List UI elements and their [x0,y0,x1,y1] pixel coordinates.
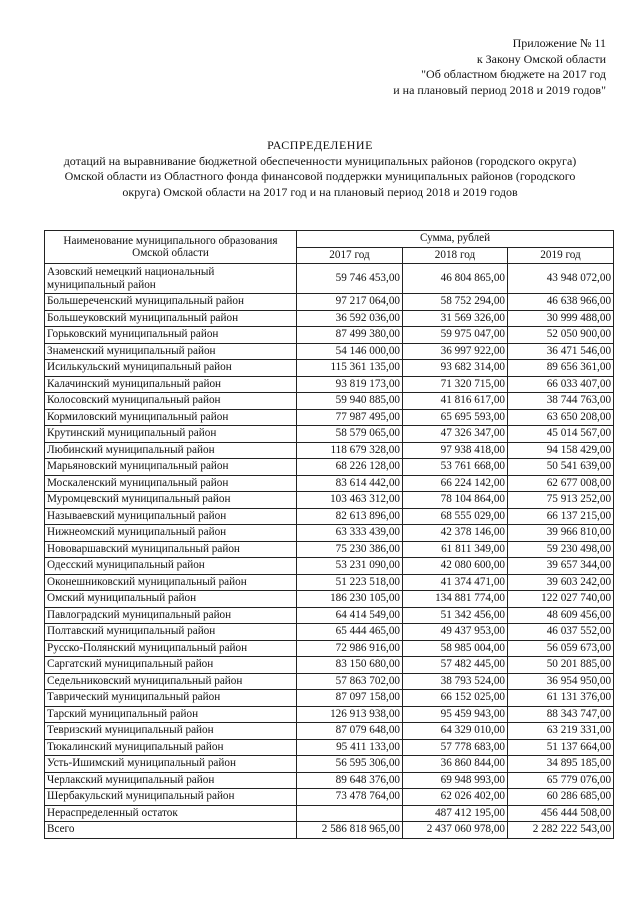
row-value-2018: 62 026 402,00 [403,789,508,806]
appendix-block [393,36,606,98]
row-name-cell: Нововаршавский муниципальный район [45,541,297,558]
row-name-cell: Кормиловский муниципальный район [45,409,297,426]
document-title [40,138,600,200]
table-row [45,607,614,624]
row-name-cell: Тевризский муниципальный район [45,723,297,740]
row-value-2019: 65 779 076,00 [508,772,614,789]
table-row [45,706,614,723]
header-year-2019: 2019 год [508,247,614,264]
row-value-2019: 50 541 639,00 [508,459,614,476]
table-row [45,459,614,476]
row-value-2019: 63 650 208,00 [508,409,614,426]
row-value-2017: 87 499 380,00 [297,327,403,344]
table-body [45,264,614,839]
row-name-cell: Омский муниципальный район [45,591,297,608]
row-value-2017: 87 079 648,00 [297,723,403,740]
row-value-2018: 78 104 864,00 [403,492,508,509]
row-value-2018: 42 080 600,00 [403,558,508,575]
table-row [45,475,614,492]
table-row [45,591,614,608]
row-value-2018: 53 761 668,00 [403,459,508,476]
table-row [45,508,614,525]
table-row [45,558,614,575]
row-value-2019: 46 638 966,00 [508,294,614,311]
table-row [45,525,614,542]
row-value-2018: 58 985 004,00 [403,640,508,657]
row-value-2017: 72 986 916,00 [297,640,403,657]
row-value-2017: 54 146 000,00 [297,343,403,360]
row-value-2017: 186 230 105,00 [297,591,403,608]
row-name-cell: Большереченский муниципальный район [45,294,297,311]
row-name-cell: Полтавский муниципальный район [45,624,297,641]
row-value-2017: 89 648 376,00 [297,772,403,789]
table-row [45,327,614,344]
table-row [45,772,614,789]
table-header-row [45,231,614,248]
row-value-2019: 62 677 008,00 [508,475,614,492]
row-value-2018: 95 459 943,00 [403,706,508,723]
row-value-2017: 58 579 065,00 [297,426,403,443]
row-value-2018: 69 948 993,00 [403,772,508,789]
table-row [45,426,614,443]
row-value-2017: 59 940 885,00 [297,393,403,410]
table-row [45,822,614,839]
table-row [45,360,614,377]
row-value-2019: 39 966 810,00 [508,525,614,542]
row-value-2018: 68 555 029,00 [403,508,508,525]
row-value-2017: 57 863 702,00 [297,673,403,690]
row-value-2017: 82 613 896,00 [297,508,403,525]
row-value-2019: 39 657 344,00 [508,558,614,575]
row-name-cell: Исилькульский муниципальный район [45,360,297,377]
row-name-cell: Одесский муниципальный район [45,558,297,575]
title-line-3: округа) Омской области на 2017 год и на плановый период 2018 и 2019 годов [122,184,518,199]
row-value-2017: 103 463 312,00 [297,492,403,509]
table-row [45,805,614,822]
row-name-cell: Усть-Ишимский муниципальный район [45,756,297,773]
row-value-2017: 36 592 036,00 [297,310,403,327]
row-value-2018: 57 778 683,00 [403,739,508,756]
row-value-2019: 56 059 673,00 [508,640,614,657]
row-value-2019: 34 895 185,00 [508,756,614,773]
row-value-2017: 64 414 549,00 [297,607,403,624]
row-name-cell: Тюкалинский муниципальный район [45,739,297,756]
row-name-cell: Марьяновский муниципальный район [45,459,297,476]
row-value-2019: 94 158 429,00 [508,442,614,459]
row-value-2018: 71 320 715,00 [403,376,508,393]
row-name-cell: Горьковский муниципальный район [45,327,297,344]
row-value-2019: 456 444 508,00 [508,805,614,822]
row-value-2017: 59 746 453,00 [297,264,403,294]
header-name-column: Наименование муниципального образования Омской области [45,231,297,264]
row-value-2017: 65 444 465,00 [297,624,403,641]
row-value-2017: 83 614 442,00 [297,475,403,492]
row-value-2017: 51 223 518,00 [297,574,403,591]
row-value-2019: 36 471 546,00 [508,343,614,360]
row-value-2019: 50 201 885,00 [508,657,614,674]
row-value-2019: 61 131 376,00 [508,690,614,707]
row-value-2018: 31 569 326,00 [403,310,508,327]
row-name-cell: Крутинский муниципальный район [45,426,297,443]
row-name-cell: Нераспределенный остаток [45,805,297,822]
row-value-2017: 126 913 938,00 [297,706,403,723]
table-row [45,789,614,806]
row-value-2018: 38 793 524,00 [403,673,508,690]
row-value-2017: 97 217 064,00 [297,294,403,311]
row-name-cell: Павлоградский муниципальный район [45,607,297,624]
row-value-2018: 49 437 953,00 [403,624,508,641]
table-row [45,310,614,327]
row-value-2019: 2 282 222 543,00 [508,822,614,839]
row-name-cell: Оконешниковский муниципальный район [45,574,297,591]
row-value-2019: 38 744 763,00 [508,393,614,410]
table-row [45,624,614,641]
row-value-2018: 36 860 844,00 [403,756,508,773]
row-value-2017: 2 586 818 965,00 [297,822,403,839]
table-row [45,442,614,459]
table-row [45,409,614,426]
row-value-2018: 41 816 617,00 [403,393,508,410]
row-value-2019: 48 609 456,00 [508,607,614,624]
table-row [45,756,614,773]
appendix-law-title: "Об областном бюджете на 2017 год [421,67,606,81]
title-line-1: дотаций на выравнивание бюджетной обеспеченности муниципальных районов (городского округа) [63,153,577,168]
row-value-2018: 58 752 294,00 [403,294,508,311]
row-name-cell: Любинский муниципальный район [45,442,297,459]
row-value-2017: 73 478 764,00 [297,789,403,806]
row-value-2018: 41 374 471,00 [403,574,508,591]
row-value-2018: 66 224 142,00 [403,475,508,492]
row-value-2018: 97 938 418,00 [403,442,508,459]
row-name-cell: Тарский муниципальный район [45,706,297,723]
row-name-cell: Азовский немецкий национальный муниципальный район [45,264,297,294]
row-value-2019: 46 037 552,00 [508,624,614,641]
row-value-2019: 59 230 498,00 [508,541,614,558]
row-value-2019: 88 343 747,00 [508,706,614,723]
row-value-2019: 39 603 242,00 [508,574,614,591]
row-value-2018: 93 682 314,00 [403,360,508,377]
row-value-2019: 45 014 567,00 [508,426,614,443]
row-value-2019: 66 137 215,00 [508,508,614,525]
row-value-2019: 30 999 488,00 [508,310,614,327]
row-name-cell: Калачинский муниципальный район [45,376,297,393]
row-name-cell: Черлакский муниципальный район [45,772,297,789]
row-value-2017: 77 987 495,00 [297,409,403,426]
row-value-2017: 63 333 439,00 [297,525,403,542]
row-name-cell: Таврический муниципальный район [45,690,297,707]
row-name-cell: Нижнеомский муниципальный район [45,525,297,542]
table-row [45,376,614,393]
table-row [45,492,614,509]
table-row [45,690,614,707]
table-row [45,574,614,591]
row-value-2018: 134 881 774,00 [403,591,508,608]
row-name-cell: Называевский муниципальный район [45,508,297,525]
appendix-number: Приложение № 11 [512,36,606,50]
table-row [45,343,614,360]
row-name-cell: Всего [45,822,297,839]
table-row [45,294,614,311]
row-value-2019: 43 948 072,00 [508,264,614,294]
row-value-2018: 47 326 347,00 [403,426,508,443]
row-value-2019: 75 913 252,00 [508,492,614,509]
row-name-cell: Знаменский муниципальный район [45,343,297,360]
table-row [45,657,614,674]
table-row [45,393,614,410]
row-value-2019: 66 033 407,00 [508,376,614,393]
row-value-2018: 66 152 025,00 [403,690,508,707]
header-year-2018: 2018 год [403,247,508,264]
row-value-2018: 65 695 593,00 [403,409,508,426]
row-value-2019: 36 954 950,00 [508,673,614,690]
row-name-cell: Шербакульский муниципальный район [45,789,297,806]
row-value-2017: 68 226 128,00 [297,459,403,476]
row-value-2018: 64 329 010,00 [403,723,508,740]
row-value-2019: 51 137 664,00 [508,739,614,756]
row-value-2017: 95 411 133,00 [297,739,403,756]
row-value-2018: 46 804 865,00 [403,264,508,294]
row-value-2019: 63 219 331,00 [508,723,614,740]
title-heading: РАСПРЕДЕЛЕНИЕ [267,138,373,152]
table-row [45,640,614,657]
row-value-2019: 52 050 900,00 [508,327,614,344]
row-name-cell: Муромцевский муниципальный район [45,492,297,509]
row-value-2018: 2 437 060 978,00 [403,822,508,839]
row-value-2018: 61 811 349,00 [403,541,508,558]
row-name-cell: Русско-Полянский муниципальный район [45,640,297,657]
row-value-2019: 122 027 740,00 [508,591,614,608]
table-row [45,541,614,558]
distribution-table [44,230,614,839]
row-name-cell: Большеуковский муниципальный район [45,310,297,327]
row-value-2017: 53 231 090,00 [297,558,403,575]
row-value-2018: 42 378 146,00 [403,525,508,542]
header-sum-group: Сумма, рублей [297,231,614,248]
row-value-2018: 51 342 456,00 [403,607,508,624]
row-name-cell: Москаленский муниципальный район [45,475,297,492]
row-value-2017: 87 097 158,00 [297,690,403,707]
table-row [45,673,614,690]
table-row [45,723,614,740]
row-value-2018: 59 975 047,00 [403,327,508,344]
row-name-cell: Колосовский муниципальный район [45,393,297,410]
row-value-2017: 75 230 386,00 [297,541,403,558]
row-value-2018: 487 412 195,00 [403,805,508,822]
row-value-2017: 83 150 680,00 [297,657,403,674]
row-value-2019: 89 656 361,00 [508,360,614,377]
row-value-2018: 36 997 922,00 [403,343,508,360]
table-row [45,739,614,756]
row-value-2017: 93 819 173,00 [297,376,403,393]
table-row [45,264,614,294]
row-value-2017: 118 679 328,00 [297,442,403,459]
row-value-2019: 60 286 685,00 [508,789,614,806]
row-name-cell: Седельниковский муниципальный район [45,673,297,690]
row-name-cell: Саргатский муниципальный район [45,657,297,674]
row-value-2017: 56 595 306,00 [297,756,403,773]
title-line-2: Омской области из Областного фонда финансовой поддержки муниципальных районов (городского [64,169,576,183]
appendix-law: к Закону Омской области [476,51,606,66]
row-value-2018: 57 482 445,00 [403,657,508,674]
header-year-2017: 2017 год [297,247,403,264]
row-value-2017: 115 361 135,00 [297,360,403,377]
row-value-2017 [297,805,403,822]
appendix-law-period: и на плановый период 2018 и 2019 годов" [393,82,606,97]
